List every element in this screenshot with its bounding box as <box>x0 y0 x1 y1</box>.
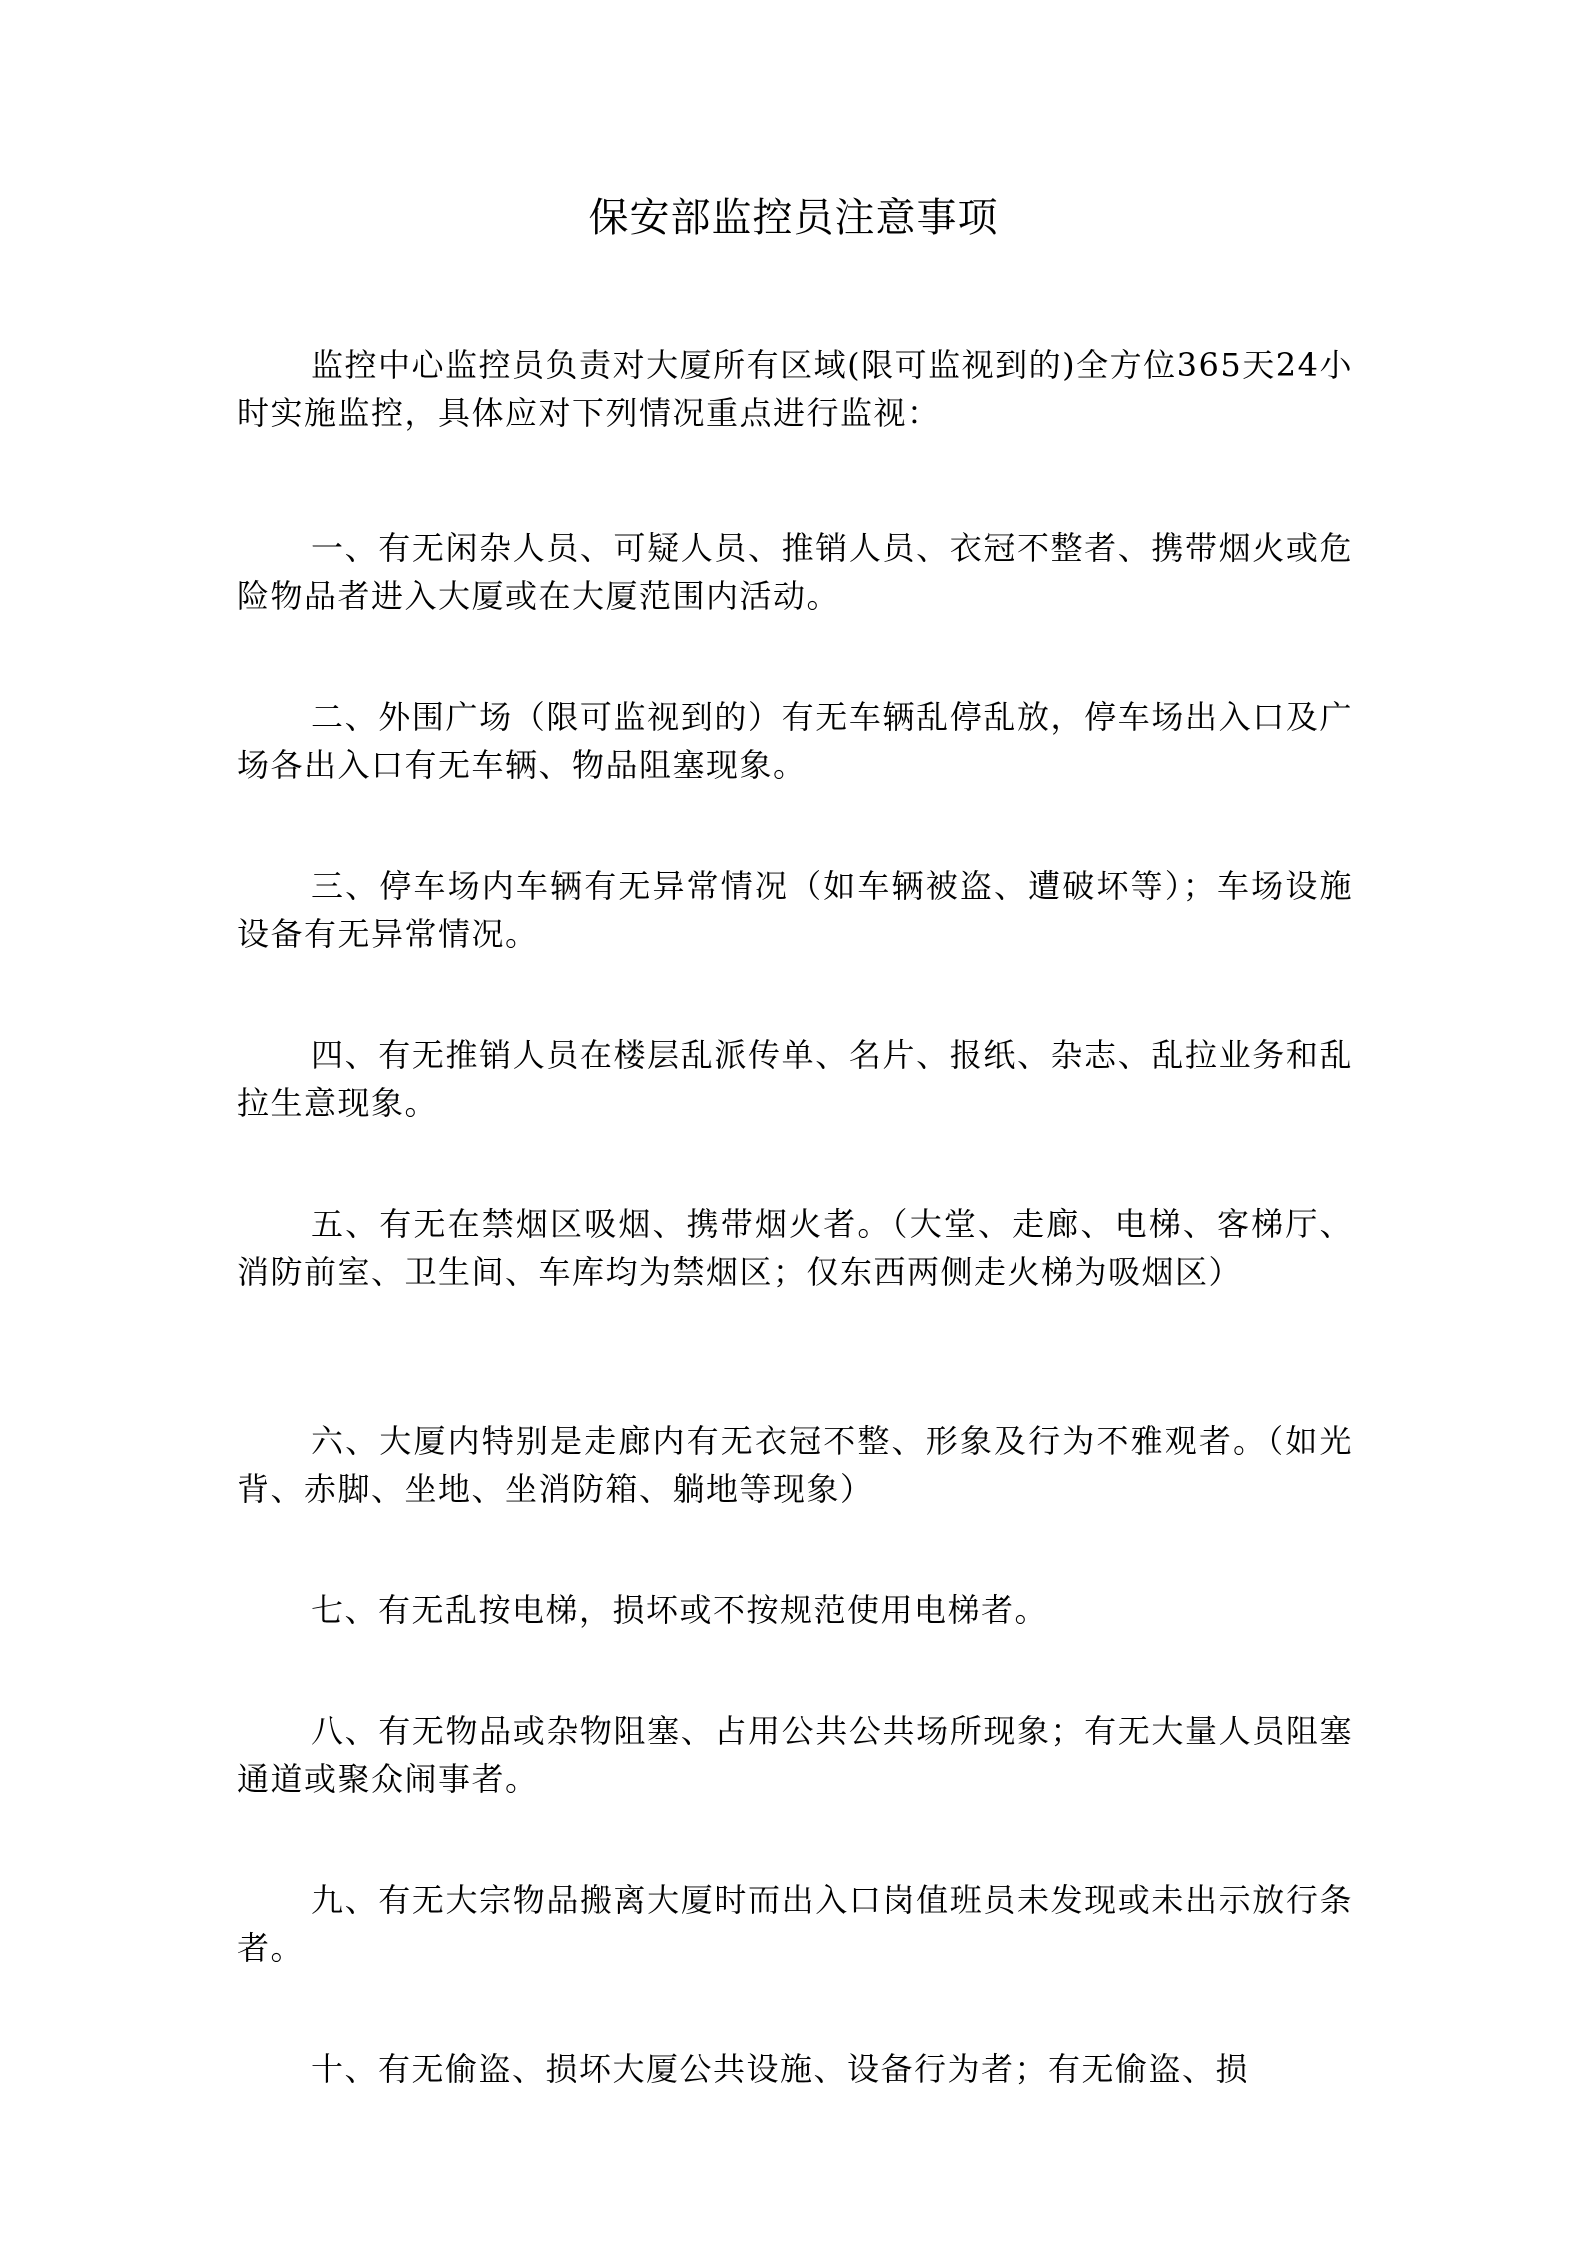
item-4-paragraph: 四、有无推销人员在楼层乱派传单、名片、报纸、杂志、乱拉业务和乱拉生意现象。 <box>237 1036 1353 1122</box>
document-title: 保安部监控员注意事项 <box>588 195 999 241</box>
item-8-paragraph: 八、有无物品或杂物阻塞、占用公共公共场所现象；有无大量人员阻塞通道或聚众闹事者。 <box>237 1712 1353 1798</box>
item-2-paragraph: 二、外围广场（限可监视到的）有无车辆乱停乱放，停车场出入口及广场各出入口有无车辆、物品阻塞现象。 <box>237 698 1353 784</box>
item-5-paragraph: 五、有无在禁烟区吸烟、携带烟火者。（大堂、走廊、电梯、客梯厅、消防前室、卫生间、车库均为禁烟区；仅东西两侧走火梯为吸烟区） <box>237 1205 1353 1291</box>
item-6-paragraph: 六、大厦内特别是走廊内有无衣冠不整、形象及行为不雅观者。（如光背、赤脚、坐地、坐消防箱、躺地等现象） <box>237 1422 1353 1508</box>
item-9-paragraph: 九、有无大宗物品搬离大厦时而出入口岗值班员未发现或未出示放行条者。 <box>237 1881 1353 1967</box>
item-3-paragraph: 三、停车场内车辆有无异常情况（如车辆被盗、遭破坏等）；车场设施设备有无异常情况。 <box>237 867 1353 953</box>
intro-paragraph: 监控中心监控员负责对大厦所有区域(限可监视到的)全方位365天24小时实施监控，具体应对下列情况重点进行监视： <box>237 346 1353 432</box>
item-7-paragraph: 七、有无乱按电梯，损坏或不按规范使用电梯者。 <box>311 1591 1049 1629</box>
item-1-paragraph: 一、有无闲杂人员、可疑人员、推销人员、衣冠不整者、携带烟火或危险物品者进入大厦或在大厦范围内活动。 <box>237 529 1353 615</box>
item-10-paragraph: 十、有无偷盗、损坏大厦公共设施、设备行为者；有无偷盗、损 <box>311 2050 1250 2088</box>
